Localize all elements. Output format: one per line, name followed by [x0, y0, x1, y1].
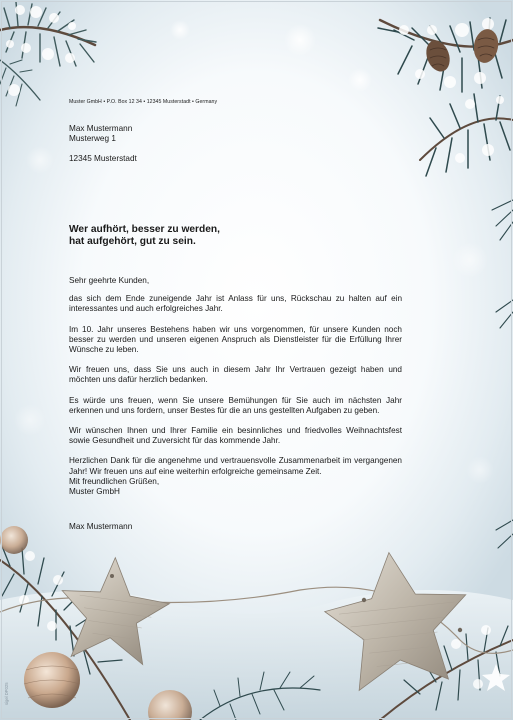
closing-company: Muster GmbH [69, 487, 120, 497]
letter-headline [69, 224, 369, 249]
body-paragraph: das sich dem Ende zuneigende Jahr ist Anlass für uns, Rückschau zu halten auf ein interessantes und auch erfolgreiches Jahr. [69, 294, 402, 314]
letter-closing [69, 477, 269, 497]
body-paragraph: Wir wünschen Ihnen und Ihrer Familie ein besinnliches und friedvolles Weihnachtsfest sowie Gesundheit und Zuversicht für das kommende Jahr. [69, 426, 402, 446]
letter-body [69, 276, 402, 487]
headline-line-2: hat aufgehört, gut zu sein. [69, 236, 196, 248]
body-paragraph: Wir freuen uns, dass Sie uns auch in diesem Jahr Ihr Vertrauen gezeigt haben und möchten uns dafür herzlich bedanken. [69, 365, 402, 385]
body-paragraph: Es würde uns freuen, wenn Sie unsere Bemühungen für Sie auch im nächsten Jahr erkennen und uns fordern, unser Bestes für die an uns gestellten Aufgaben zu geben. [69, 395, 402, 415]
pine-branch-top-left [0, 2, 96, 106]
recipient-street: Musterweg 1 [69, 134, 116, 144]
recipient-city: 12345 Musterstadt [69, 153, 137, 163]
body-paragraph: Im 10. Jahr unseres Bestehens haben wir uns vorgenommen, für unsere Kunden noch besser zu werden und unseren eigenen Anspruch als Dienstleister für die Erfüllung Ihrer Wünsche zu leben. [69, 324, 402, 355]
recipient-name: Max Mustermann [69, 124, 133, 133]
signature-name: Max Mustermann [69, 522, 133, 531]
closing-greeting: Mit freundlichen Grüßen, [69, 477, 160, 486]
recipient-address [69, 124, 289, 164]
headline-line-1: Wer aufhört, besser zu werden, [69, 224, 220, 235]
salutation: Sehr geehrte Kunden, [69, 276, 150, 285]
side-credit: sigel DP025 [4, 682, 9, 705]
body-paragraph: Herzlichen Dank für die angenehme und vertrauensvolle Zusammenarbeit im vergangenen Jahr! Wir freuen uns auf eine weiterhin erfolgreiche gemeinsame Zeit. [69, 456, 402, 476]
sender-address-line: Muster GmbH • P.O. Box 12 34 • 12345 Musterstadt • Germany [69, 99, 218, 105]
